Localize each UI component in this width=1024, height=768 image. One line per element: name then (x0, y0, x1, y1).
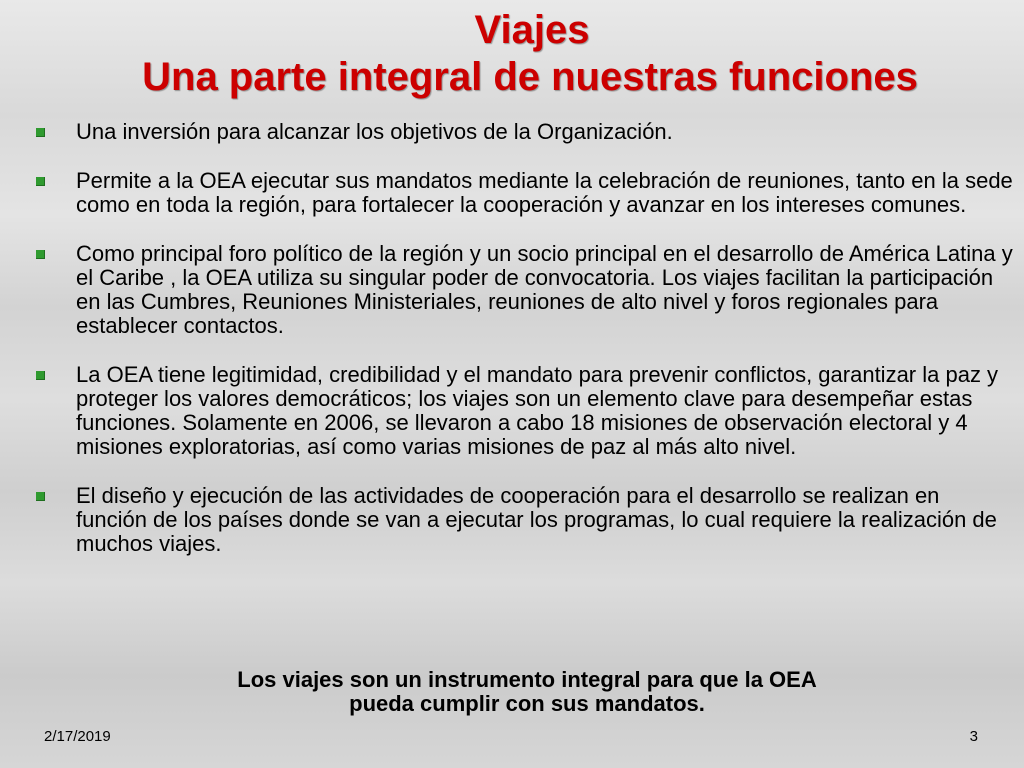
bullet-item (36, 169, 1016, 217)
bullet-text: El diseño y ejecución de las actividades de cooperación para el desarrollo se realizan en función de los países donde se van a ejecutar los programas, lo cual requiere la realización de muchos viajes. (76, 483, 997, 556)
slide-title (0, 6, 1024, 100)
title-line-1: Viajes (474, 8, 590, 52)
footer-page-number: 3 (969, 728, 978, 745)
square-bullet-icon (36, 371, 45, 380)
bullet-item (36, 484, 1016, 556)
conclusion-line-1: Los viajes son un instrumento integral para que la OEA (237, 667, 817, 692)
title-line-2: Una parte integral de nuestras funciones (142, 55, 918, 99)
bullet-text: Una inversión para alcanzar los objetivos de la Organización. (76, 119, 673, 144)
bullet-list (36, 120, 1016, 581)
bullet-item (36, 120, 1016, 144)
square-bullet-icon (36, 128, 45, 137)
bullet-text: Como principal foro político de la región y un socio principal en el desarrollo de América Latina y el Caribe , la OEA utiliza su singular poder de convocatoria. Los viajes facilitan la participación en las Cumbres, Reuniones Ministeriales, reuniones de alto nivel y foros regionales para establecer contactos. (76, 241, 1013, 338)
conclusion-text (0, 668, 1024, 716)
square-bullet-icon (36, 177, 45, 186)
footer-date: 2/17/2019 (44, 728, 111, 745)
square-bullet-icon (36, 250, 45, 259)
bullet-item (36, 242, 1016, 338)
bullet-text: La OEA tiene legitimidad, credibilidad y el mandato para prevenir conflictos, garantizar la paz y proteger los valores democráticos; los viajes son un elemento clave para desempeñar estas funciones. Solamente en 2006, se llevaron a cabo 18 misiones de observación electoral y 4 misiones exploratorias, así como varias misiones de paz al más alto nivel. (76, 362, 999, 459)
bullet-item (36, 363, 1016, 459)
conclusion-line-2: pueda cumplir con sus mandatos. (349, 691, 705, 716)
square-bullet-icon (36, 492, 45, 501)
bullet-text: Permite a la OEA ejecutar sus mandatos mediante la celebración de reuniones, tanto en la sede como en toda la región, para fortalecer la cooperación y avanzar en los intereses comunes. (76, 168, 1013, 217)
